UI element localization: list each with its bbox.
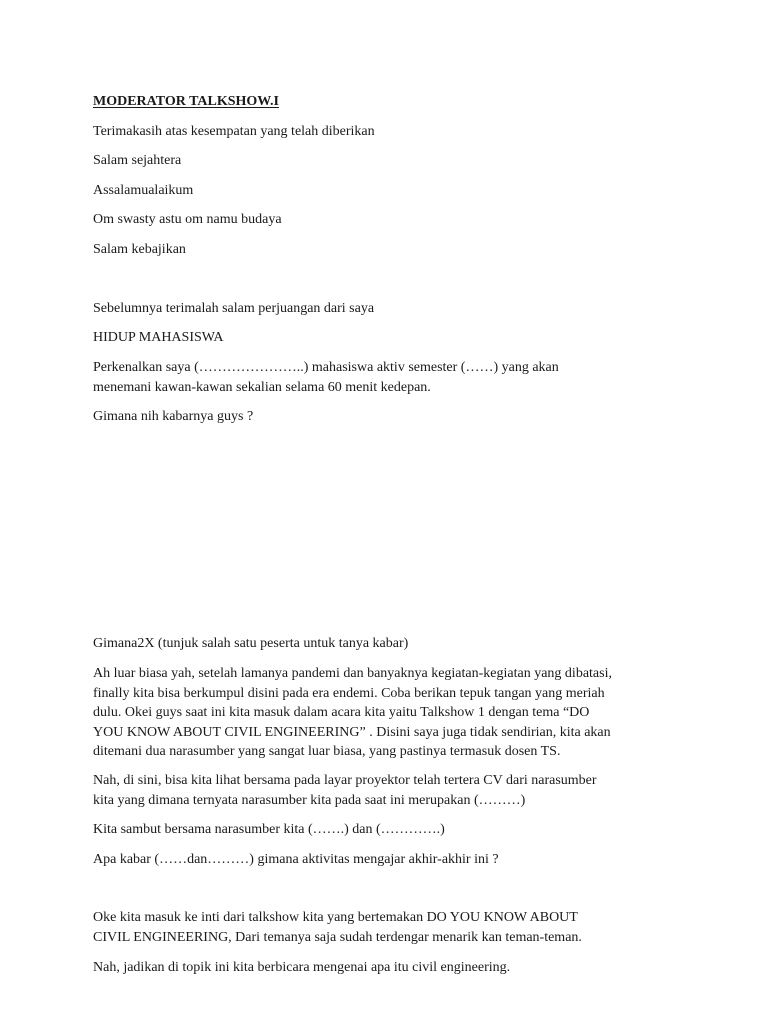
intro-line: Sebelumnya terimalah salam perjuangan dari saya (93, 301, 375, 316)
question-line: Gimana nih kabarnya guys ? (93, 409, 254, 424)
paragraph-1 (93, 664, 673, 762)
greeting-line: Salam kebajikan (93, 242, 186, 257)
paragraph-line: kita yang dimana ternyata narasumber kita pada saat ini merupakan (………) (93, 792, 526, 808)
paragraph-line: Perkenalkan saya (…………………..) mahasiswa aktiv semester (……) yang akan (93, 360, 559, 375)
paragraph-line: menemani kawan-kawan sekalian selama 60 menit kedepan. (93, 379, 431, 395)
paragraph-line: ditemani dua narasumber yang sangat luar biasa, yang pastinya termasuk dosen TS. (93, 744, 561, 759)
greeting-line: Assalamualaikum (93, 183, 194, 198)
paragraph-line: Oke kita masuk ke inti dari talkshow kita yang bertemakan DO YOU KNOW ABOUT (93, 910, 578, 925)
document-title: MODERATOR TALKSHOW.I (93, 94, 279, 109)
closing-line: Nah, jadikan di topik ini kita berbicara mengenai apa itu civil engineering. (93, 960, 511, 975)
paragraph-line: Ah luar biasa yah, setelah lamanya pandemi dan banyaknya kegiatan-kegiatan yang dibatasi, (93, 666, 612, 681)
paragraph-2 (93, 771, 673, 810)
greeting-line: Salam sejahtera (93, 153, 182, 168)
self-intro-paragraph (93, 358, 673, 397)
paragraph-line: YOU KNOW ABOUT CIVIL ENGINEERING” . Disini saya juga tidak sendirian, kita akan (93, 724, 611, 740)
gimana2x-line: Gimana2X (tunjuk salah satu peserta untuk tanya kabar) (93, 636, 409, 651)
greeting-line: Terimakasih atas kesempatan yang telah diberikan (93, 124, 375, 139)
intro-line: HIDUP MAHASISWA (93, 330, 224, 345)
paragraph-3 (93, 908, 673, 947)
paragraph-line: dulu. Okei guys saat ini kita masuk dalam acara kita yaitu Talkshow 1 dengan tema “DO (93, 705, 590, 720)
greeting-line: Om swasty astu om namu budaya (93, 212, 282, 227)
welcome-line: Kita sambut bersama narasumber kita (…….) dan (………….) (93, 822, 445, 837)
paragraph-line: CIVIL ENGINEERING, Dari temanya saja sudah terdengar menarik kan teman-teman. (93, 929, 582, 945)
apa-kabar-line: Apa kabar (……dan………) gimana aktivitas mengajar akhir-akhir ini ? (93, 852, 499, 867)
paragraph-line: Nah, di sini, bisa kita lihat bersama pada layar proyektor telah tertera CV dari narasumber (93, 773, 597, 788)
paragraph-line: finally kita bisa berkumpul disini pada era endemi. Coba berikan tepuk tangan yang meriah (93, 685, 605, 701)
